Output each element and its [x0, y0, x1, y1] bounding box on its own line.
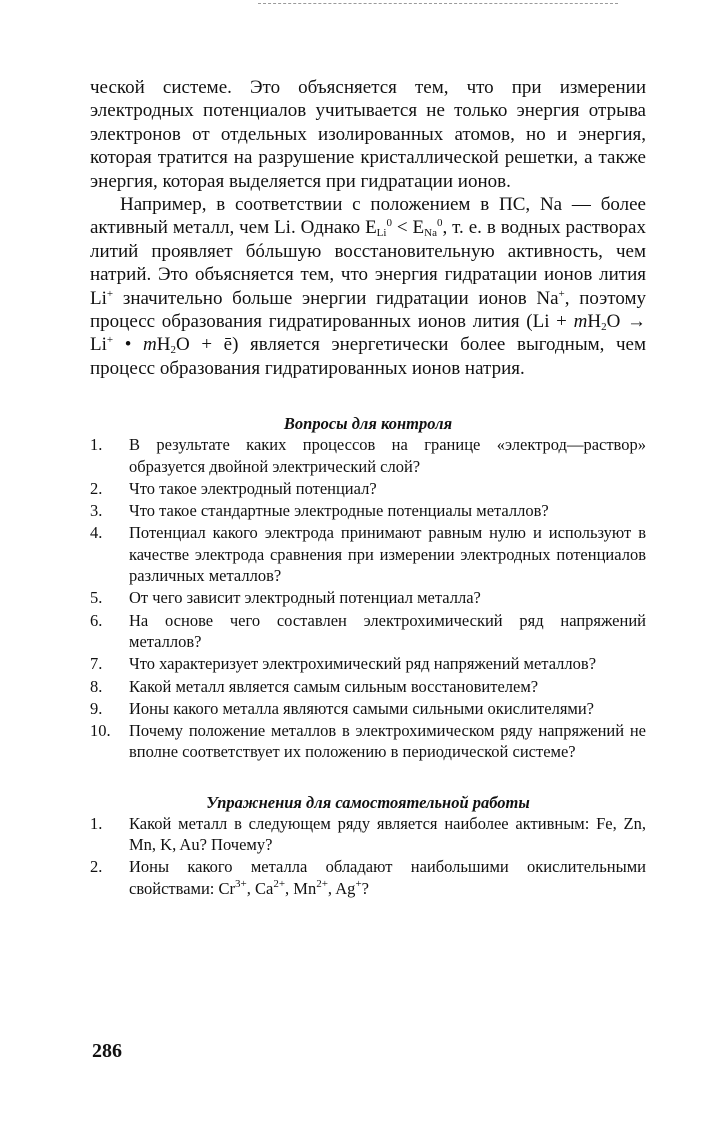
question-item: 3. Что такое стандартные электродные потенциалы металлов? [90, 501, 549, 521]
exercise-item: 1. Какой металл в следующем ряду является наиболее активным: Fe, Zn, Mn, K, Au? Почему? [90, 813, 646, 855]
question-item: 7. Что характеризует электрохимический ряд напряжений металлов? [90, 654, 597, 674]
top-rule [258, 3, 618, 4]
page-content [90, 76, 646, 900]
question-item: 8. Какой металл является самым сильным восстановителем? [90, 676, 539, 696]
question-item: 1. В результате каких процессов на границе «электрод—раствор» образуется двойной электрический слой? [90, 435, 646, 476]
question-item: 2. Что такое электродный потенциал? [90, 478, 377, 498]
page-number: 286 [92, 1040, 122, 1062]
question-item: 6. На основе чего составлен электрохимический ряд напряжений металлов? [90, 610, 646, 651]
questions-list [90, 434, 646, 762]
exercises-heading: Упражнения для самостоятельной работы [206, 792, 530, 812]
question-item: 9. Ионы какого металла являются самыми сильными окислителями? [90, 698, 594, 718]
paragraph-2: Например, в соответствии с положением в ПС, Na — более активный металл, чем Li. Однако $E_{Li}^0 < E_{Na}^0$, т. е. в водных растворах литий проявляет бóльшую восстановительную активность, чем натрий. Это объясняется тем, что энергия гидратации ионов лития Li+ значительно больше энергии гидратации ионов Na+, поэтому процесс образования гидратированных ионов лития ($Li + mH_2O \to Li^+$ • $mH_2O$ + ē) является энергетически более выгодным, чем процесс образования гидратированных ионов натрия. [90, 194, 646, 379]
questions-heading: Вопросы для контроля [283, 414, 453, 434]
question-item: 4. Потенциал какого электрода принимают равным нулю и используют в качестве электрода сравнения при измерении электродных потенциалов различных металлов? [90, 523, 646, 586]
paragraph-1: ческой системе. Это объясняется тем, что при измерении электродных потенциалов учитывается не только энергия отрыва электронов от отдельных изолированных атомов, но и энергия, которая тратится на разрушение кристаллической решетки, а также энергия, которая выделяется при гидратации ионов. [90, 77, 646, 192]
question-item: 5. От чего зависит электродный потенциал металла? [90, 588, 481, 608]
exercises-list [90, 813, 646, 899]
exercise-item: 2. Ионы какого металла обладают наибольшими окислительными свойствами: $Cr^{3+}$, $Ca^{2+}$, $Mn^{2+}$, Ag+? [90, 857, 646, 898]
question-item: 10. Почему положение металлов в электрохимическом ряду напряжений не вполне соответствует их положению в периодической системе? [90, 721, 646, 762]
